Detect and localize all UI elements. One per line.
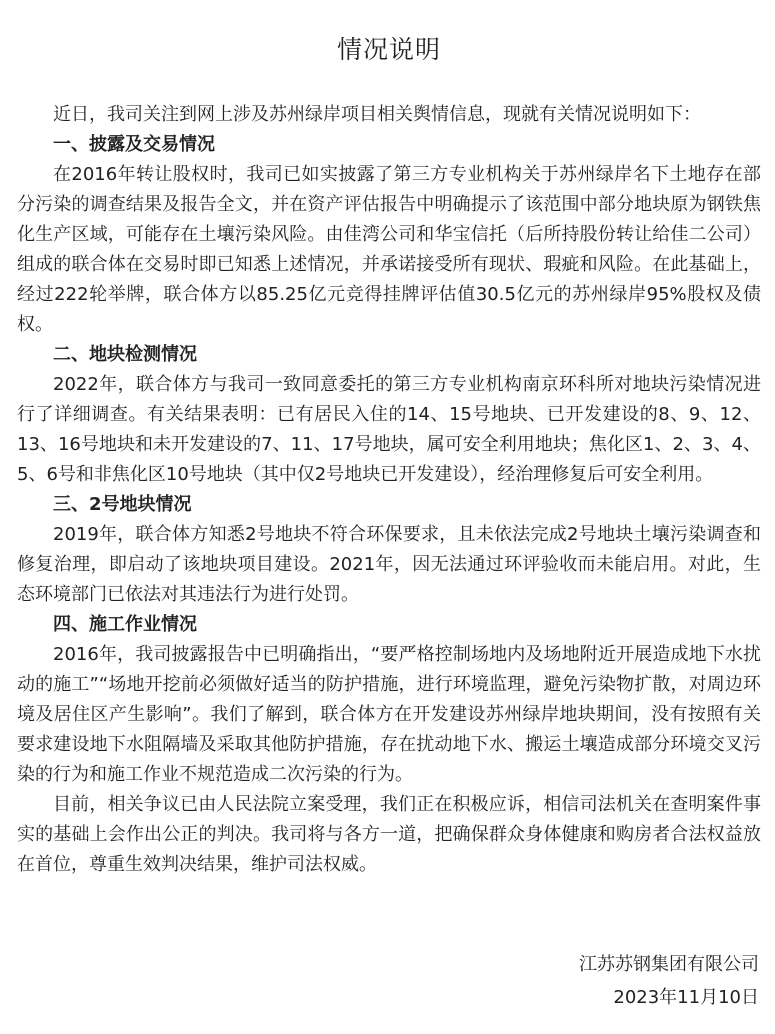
section-paragraph-construction: 2016年，我司披露报告中已明确指出，“要严格控制场地内及场地附近开展造成地下水扰动的施工”“场地开挖前必须做好适当的防护措施，进行环境监理，避免污染物扩散，对周边环境及居住区产生影响”。我们了解到，联合体方在开发建设苏州绿岸地块期间，没有按照有关要求建设地下水阻隔墙及采取其他防护措施，存在扰动地下水、搬运土壤造成部分环境交叉污染的行为和施工作业不规范造成二次污染的行为。 [17,644,761,785]
section-heading-inspection: 二、地块检测情况 [53,344,197,365]
document-title: 情况说明 [336,35,441,64]
document-body [17,100,761,880]
intro-paragraph: 近日，我司关注到网上涉及苏州绿岸项目相关舆情信息，现就有关情况说明如下： [53,104,701,125]
section-paragraph-inspection: 2022年，联合体方与我司一致同意委托的第三方专业机构南京环科所对地块污染情况进行了详细调查。有关结果表明：已有居民入住的14、15号地块、已开发建设的8、9、12、13、16号地块和未开发建设的7、11、17号地块，属可安全利用地块；焦化区1、2、3、4、5、6号和非焦化区10号地块（其中仅2号地块已开发建设），经治理修复后可安全利用。 [17,374,761,485]
section-heading-disclosure: 一、披露及交易情况 [53,134,215,155]
section-paragraph-disclosure: 在2016年转让股权时，我司已如实披露了第三方专业机构关于苏州绿岸名下土地存在部分污染的调查结果及报告全文，并在资产评估报告中明确提示了该范围中部分地块原为钢铁焦化生产区域，可能存在土壤污染风险。由佳湾公司和华宝信托（后所持股份转让给佳二公司）组成的联合体在交易时即已知悉上述情况，并承诺接受所有现状、瑕疵和风险。在此基础上，经过222轮举牌，联合体方以85.25亿元竞得挂牌评估值30.5亿元的苏州绿岸95%股权及债权。 [17,164,761,335]
closing-paragraph: 目前，相关争议已由人民法院立案受理，我们正在积极应诉，相信司法机关在查明案件事实的基础上会作出公正的判决。我司将与各方一道，把确保群众身体健康和购房者合法权益放在首位，尊重生效判决结果，维护司法权威。 [17,794,761,875]
section-heading-plot-2: 三、2号地块情况 [53,494,192,515]
signature-date: 2023年11月10日 [613,987,759,1008]
section-heading-construction: 四、施工作业情况 [53,614,197,635]
section-paragraph-plot-2: 2019年，联合体方知悉2号地块不符合环保要求，且未依法完成2号地块土壤污染调查和修复治理，即启动了该地块项目建设。2021年，因无法通过环评验收而未能启用。对此，生态环境部门已依法对其违法行为进行处罚。 [17,524,761,605]
signature-block [579,948,759,1014]
signature-company: 江苏苏钢集团有限公司 [579,954,759,975]
